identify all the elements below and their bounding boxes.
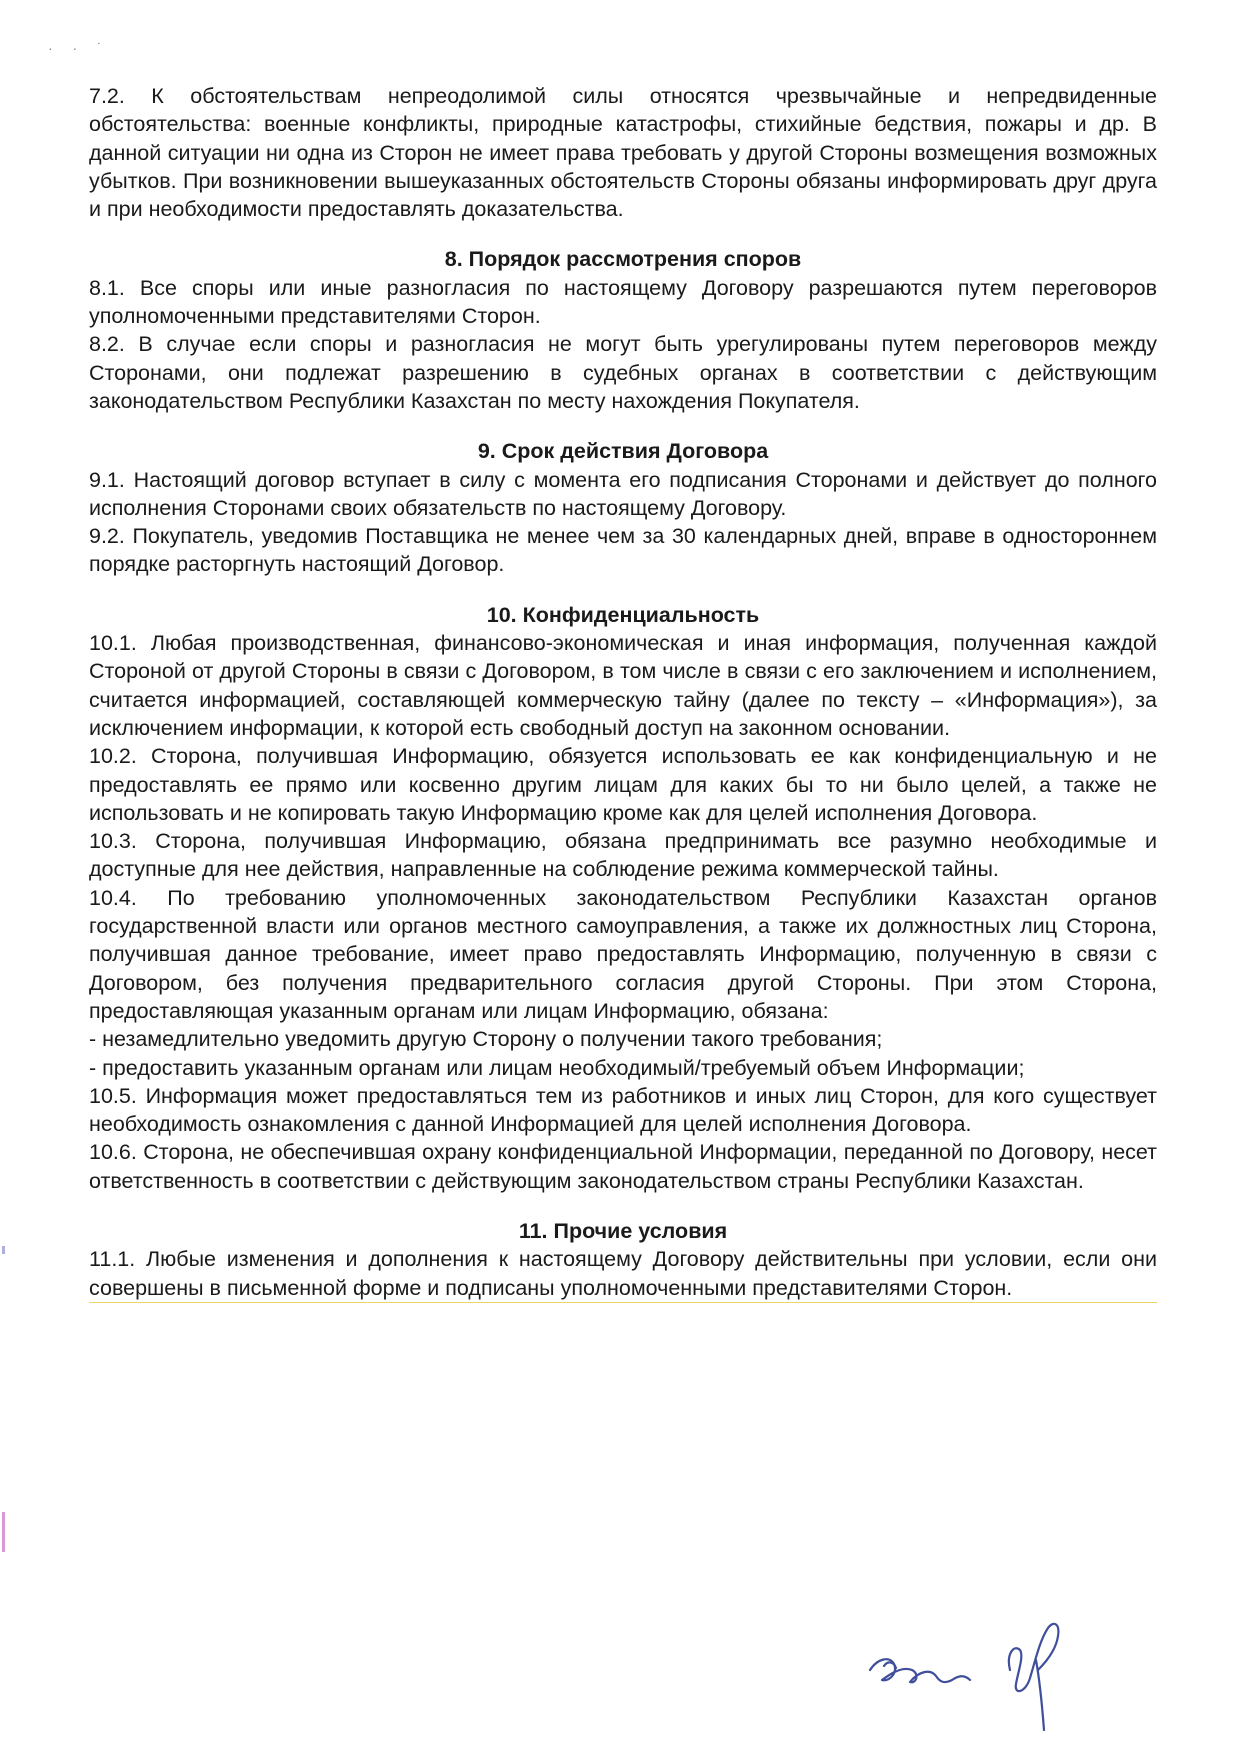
document-body bbox=[89, 82, 1157, 1302]
signature-initials bbox=[860, 1600, 1160, 1740]
signature-stroke bbox=[1009, 1624, 1058, 1691]
margin-mark bbox=[2, 1512, 5, 1552]
clause-10-2: 10.2. Сторона, получившая Информацию, обязуется использовать ее как конфиденциальную и не предоставлять ее прямо или косвенно другим лицам для каких бы то ни было целей, а также не использовать и не копировать такую Информацию кроме как для целей исполнения Договора. bbox=[89, 744, 1157, 825]
clause-10-4-item-1: - незамедлительно уведомить другую Сторону о получении такого требования; bbox=[89, 1027, 883, 1052]
scan-artifact: · · ˙ bbox=[48, 40, 110, 56]
clause-10-1: 10.1. Любая производственная, финансово-экономическая и иная информация, полученная каждой Стороной от другой Стороны в связи с Договором, в том числе в связи с его заключением и исполнением, считается информацией, составляющей коммерческую тайну (далее по тексту – «Информация»), за исключением информации, к которой есть свободный доступ на законном основании. bbox=[89, 631, 1157, 740]
highlight-underline bbox=[89, 1302, 1157, 1303]
clause-7-2: 7.2. К обстоятельствам непреодолимой силы относятся чрезвычайные и непредвиденные обстоятельства: военные конфликты, природные катастрофы, стихийные бедствия, пожары и др. В данной ситуации ни одна из Сторон не имеет права требовать у другой Стороны возмещения возможных убытков. При возникновении вышеуказанных обстоятельств Стороны обязаны информировать друг друга и при необходимости предоставлять доказательства. bbox=[89, 84, 1157, 222]
clause-10-4-item-2: - предоставить указанным органам или лицам необходимый/требуемый объем Информации; bbox=[89, 1055, 1025, 1080]
margin-mark bbox=[2, 1246, 5, 1254]
clause-8-2: 8.2. В случае если споры и разногласия не могут быть урегулированы путем переговоров между Сторонами, они подлежат разрешению в судебных органах в соответствии с действующим законодательством Республики Казахстан по месту нахождения Покупателя. bbox=[89, 332, 1157, 413]
section-heading-10: 10. Конфиденциальность bbox=[486, 602, 760, 627]
clause-10-4: 10.4. По требованию уполномоченных законодательством Республики Казахстан органов государственной власти или органов местного самоуправления, а также их должностных лиц Сторона, получившая данное требование, имеет право предоставлять Информацию, полученную в связи с Договором, без получения предварительного согласия другой Стороны. При этом Сторона, предоставляющая указанным органам или лицам Информацию, обязана: bbox=[89, 885, 1157, 1023]
signature-stroke bbox=[870, 1659, 970, 1682]
section-heading-9: 9. Срок действия Договора bbox=[477, 439, 769, 464]
section-heading-11: 11. Прочие условия bbox=[518, 1218, 728, 1243]
section-heading-8: 8. Порядок рассмотрения споров bbox=[444, 247, 802, 272]
clause-10-3: 10.3. Сторона, получившая Информацию, обязана предпринимать все разумно необходимые и доступные для нее действия, направленные на соблюдение режима коммерческой тайны. bbox=[89, 829, 1157, 882]
clause-11-1: 11.1. Любые изменения и дополнения к настоящему Договору действительны при условии, если они совершены в письменной форме и подписаны уполномоченными представителями Сторон. bbox=[89, 1247, 1157, 1300]
clause-10-5: 10.5. Информация может предоставляться тем из работников и иных лиц Сторон, для кого существует необходимость ознакомления с данной Информацией для целей исполнения Договора. bbox=[89, 1083, 1157, 1137]
clause-9-2: 9.2. Покупатель, уведомив Поставщика не менее чем за 30 календарных дней, вправе в одностороннем порядке расторгнуть настоящий Договор. bbox=[89, 524, 1157, 577]
signature-stroke bbox=[1036, 1660, 1044, 1730]
clause-9-1: 9.1. Настоящий договор вступает в силу с момента его подписания Сторонами и действует до полного исполнения Сторонами своих обязательств по настоящему Договору. bbox=[89, 467, 1157, 520]
clause-11-1-wrapper bbox=[89, 1245, 1157, 1302]
clause-8-1: 8.1. Все споры или иные разногласия по настоящему Договору разрешаются путем переговоров уполномоченными представителями Сторон. bbox=[89, 275, 1157, 329]
clause-10-6: 10.6. Сторона, не обеспечившая охрану конфиденциальной Информации, переданной по Договору, несет ответственность в соответствии с действующим законодательством страны Республики Казахстан. bbox=[89, 1140, 1157, 1193]
